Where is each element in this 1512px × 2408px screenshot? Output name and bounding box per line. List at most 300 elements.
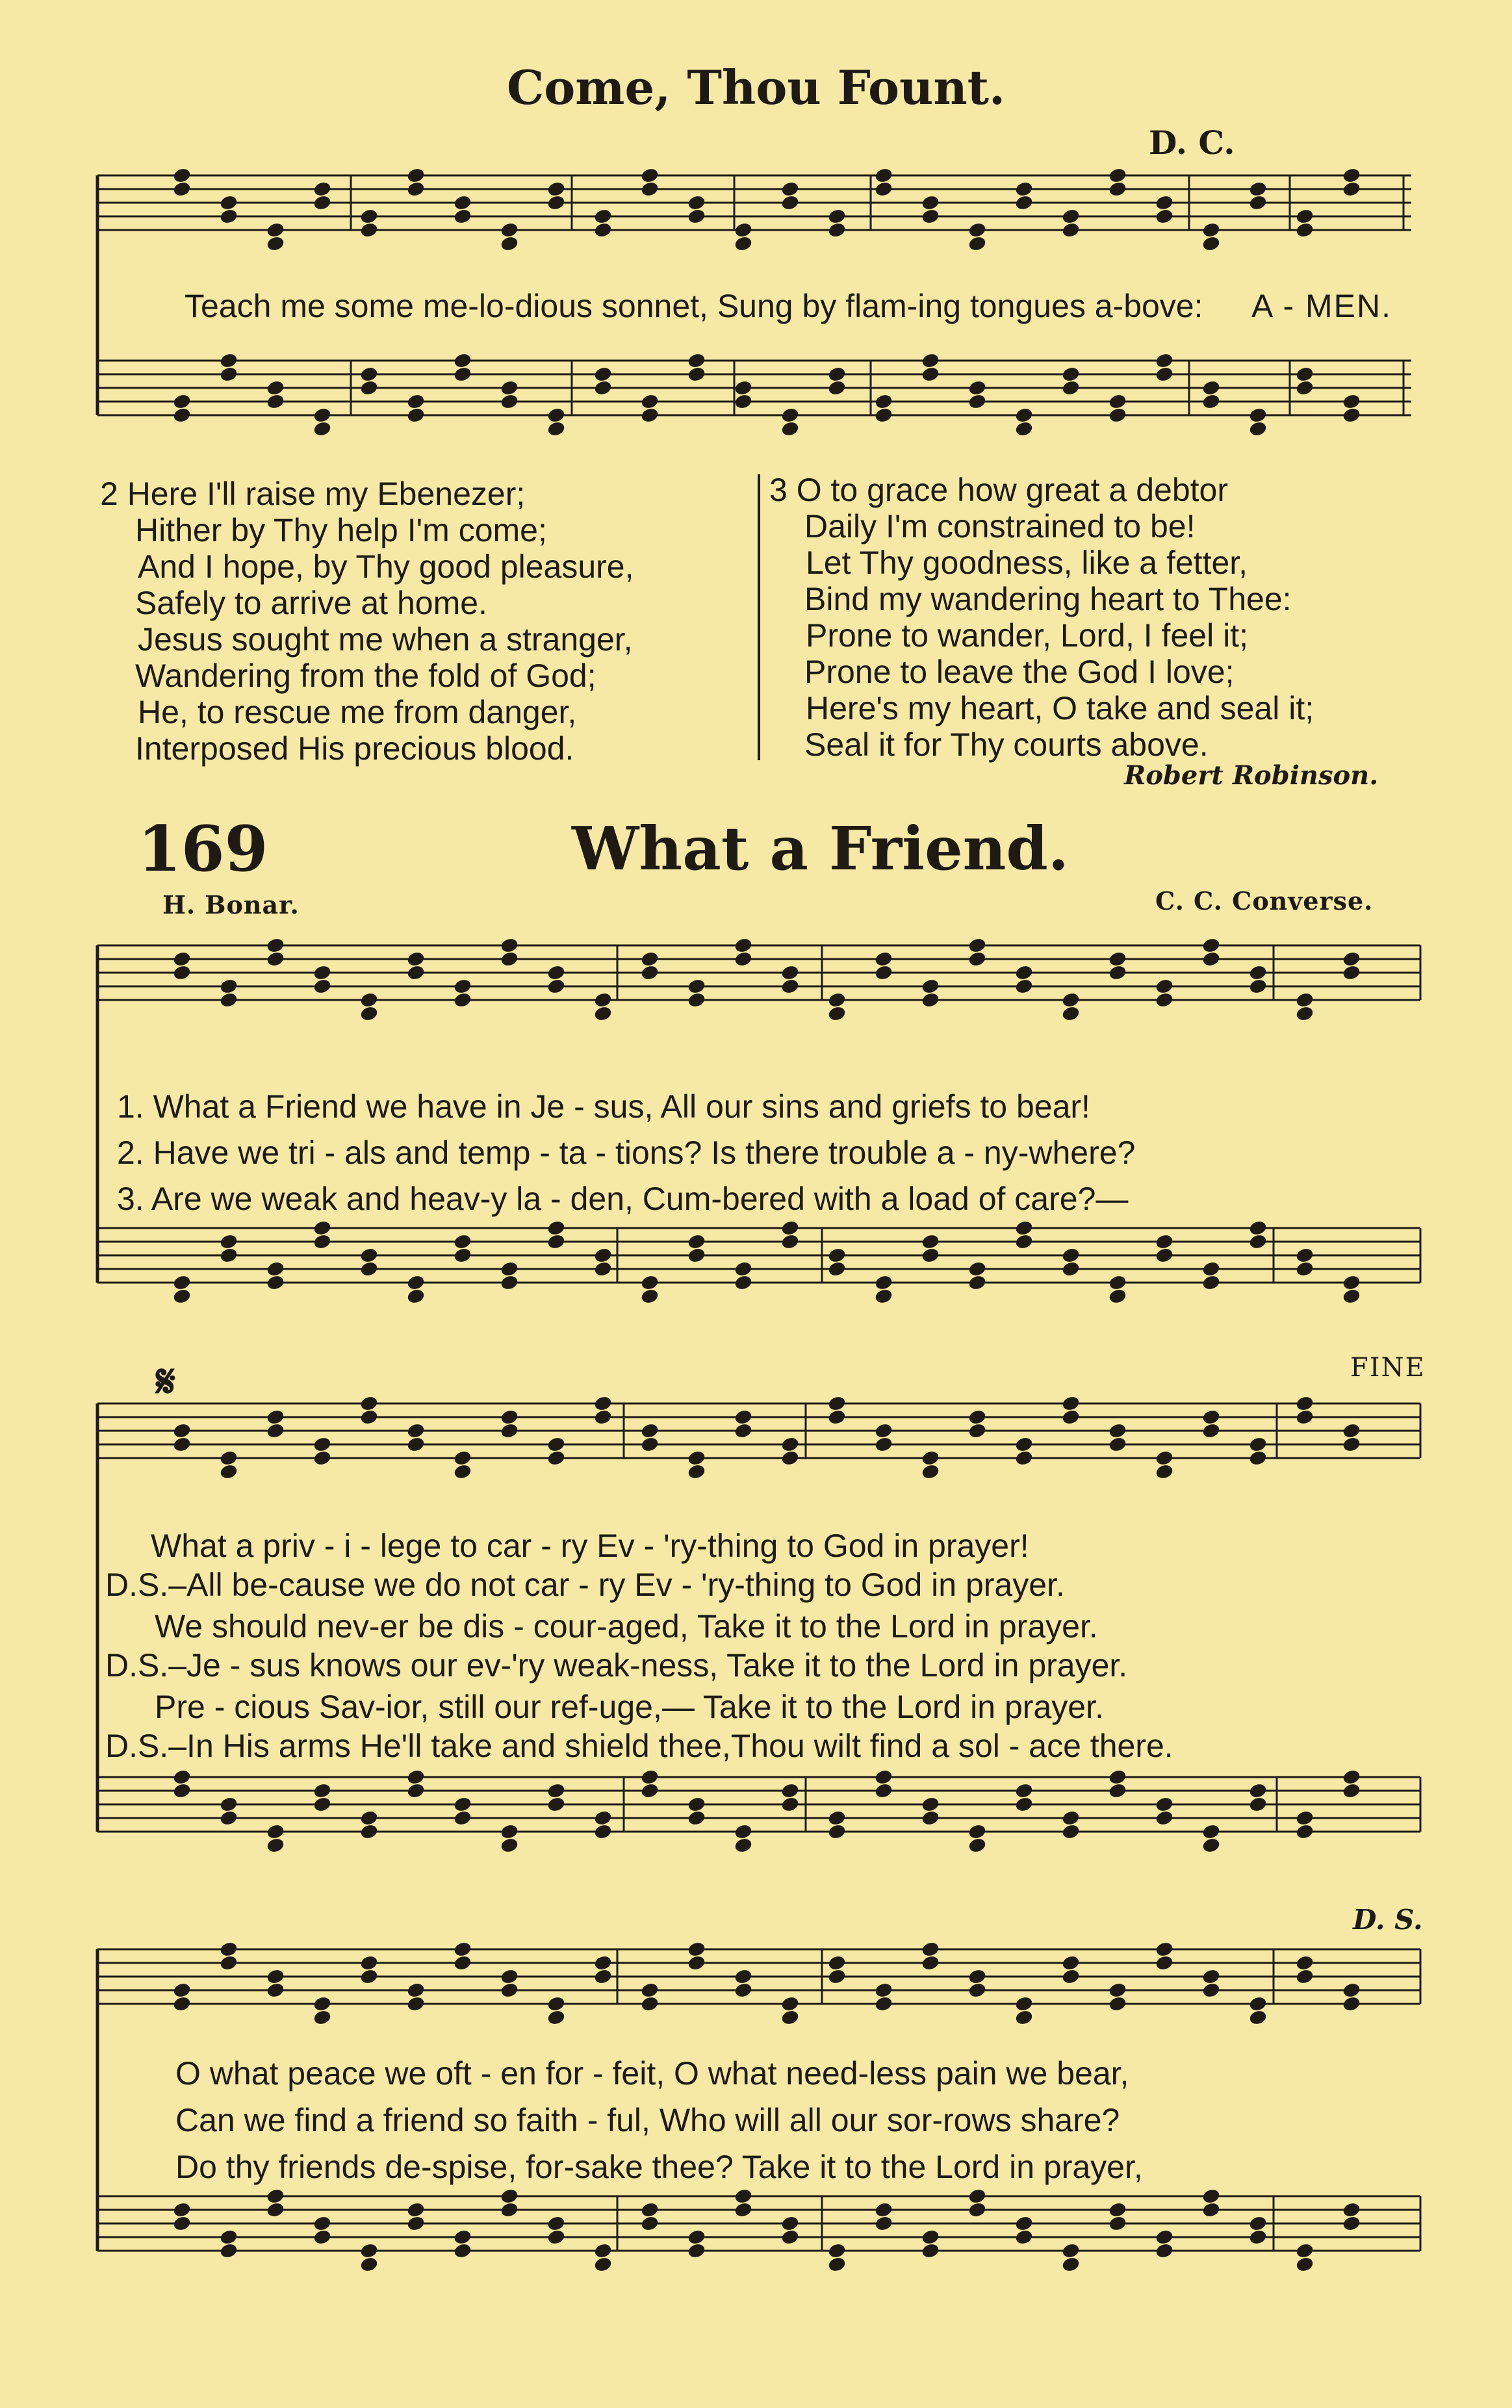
note-head — [1202, 1823, 1221, 1839]
note-head — [641, 2215, 660, 2231]
lyricist-credit: H. Bonar. — [162, 890, 300, 919]
system3-lyric-line: Do thy friends de-spise, for-sake thee? Take it to the Lord in prayer, — [175, 2149, 1143, 2185]
note-head — [1108, 1288, 1127, 1304]
note-head — [500, 393, 519, 409]
note-head — [968, 1982, 987, 1998]
note-head — [266, 1261, 285, 1277]
note-head — [1108, 1995, 1127, 2012]
note-head — [1342, 1274, 1361, 1290]
note-head — [500, 1982, 519, 1998]
note-head — [968, 235, 987, 251]
note-head — [266, 1409, 285, 1425]
note-head — [1296, 2242, 1314, 2259]
note-head — [1062, 208, 1081, 224]
note-head — [641, 1274, 660, 1290]
amen-label: A - MEN. — [1251, 288, 1392, 324]
note-head — [454, 1796, 472, 1812]
note-head — [313, 1995, 332, 2012]
note-head — [875, 1982, 893, 1998]
note-head — [921, 1954, 940, 1971]
note-head — [313, 964, 332, 980]
note-head — [1108, 1982, 1127, 1998]
note-head — [266, 1422, 285, 1439]
note-head — [547, 1995, 566, 2012]
note-head — [1108, 1274, 1127, 1290]
note-head — [1155, 978, 1174, 994]
note-head — [1015, 1782, 1034, 1799]
note-head — [1202, 393, 1221, 409]
note-head — [1249, 964, 1268, 980]
note-head — [641, 2201, 660, 2218]
note-head — [968, 1968, 987, 1984]
note-head — [781, 407, 800, 423]
note-head — [266, 2201, 285, 2218]
note-head — [313, 1782, 332, 1799]
verse-2-line: Interposed His precious blood. — [135, 730, 574, 767]
note-head — [500, 1409, 519, 1425]
note-head — [968, 1823, 987, 1839]
note-head — [173, 181, 192, 197]
note-head — [1155, 194, 1174, 211]
verse-2-line: 2 Here I'll raise my Ebenezer; — [100, 476, 526, 512]
system1-lyric-line: 3. Are we weak and heav-y la - den, Cum-bered with a load of care?— — [117, 1181, 1129, 1217]
note-head — [781, 420, 800, 437]
note-head — [1342, 1769, 1361, 1785]
note-head — [828, 208, 847, 224]
note-head — [1202, 1837, 1221, 1853]
note-head — [641, 1782, 660, 1799]
note-head — [220, 1233, 238, 1249]
note-head — [1249, 1436, 1268, 1452]
note-head — [1342, 1982, 1361, 1998]
note-head — [360, 2242, 379, 2259]
note-head — [687, 1463, 706, 1479]
note-head — [547, 1220, 566, 1236]
note-head — [1062, 992, 1081, 1008]
note-head — [968, 1422, 987, 1439]
note-head — [734, 2201, 753, 2218]
note-head — [266, 1274, 285, 1290]
note-head — [454, 1233, 472, 1249]
note-head — [547, 1436, 566, 1452]
note-head — [1062, 1005, 1081, 1021]
note-head — [1015, 407, 1034, 423]
note-head — [1202, 235, 1221, 251]
note-head — [781, 181, 800, 197]
note-head — [454, 1954, 472, 1971]
note-head — [875, 964, 893, 980]
note-head — [500, 951, 519, 967]
note-head — [1015, 1233, 1034, 1249]
note-head — [313, 407, 332, 423]
verse-3-line: Seal it for Thy courts above. — [804, 726, 1209, 763]
note-head — [1062, 1247, 1081, 1263]
note-head — [1249, 1995, 1268, 2012]
verse-3-line: Prone to leave the God I love; — [804, 654, 1235, 690]
note-head — [828, 1247, 847, 1263]
note-head — [1015, 1796, 1034, 1812]
note-head — [313, 1233, 332, 1249]
verse-3-line: Bind my wandering heart to Thee: — [804, 581, 1292, 617]
note-head — [407, 1274, 426, 1290]
note-head — [454, 1247, 472, 1263]
note-head — [968, 1837, 987, 1853]
note-head — [173, 1422, 192, 1439]
note-head — [875, 2215, 893, 2231]
note-head — [968, 393, 987, 409]
note-head — [173, 1782, 192, 1799]
note-head — [875, 1288, 893, 1304]
note-head — [266, 1968, 285, 1984]
note-head — [641, 1769, 660, 1785]
note-head — [1062, 1823, 1081, 1839]
note-head — [1202, 2188, 1221, 2204]
note-head — [828, 1261, 847, 1277]
note-head — [1108, 393, 1127, 409]
note-head — [1296, 1395, 1314, 1411]
note-head — [781, 1220, 800, 1236]
note-head — [875, 1995, 893, 2012]
note-head — [968, 2201, 987, 2218]
note-head — [266, 951, 285, 967]
note-head — [687, 1954, 706, 1971]
note-head — [266, 235, 285, 251]
note-head — [407, 2201, 426, 2218]
note-head — [1108, 2201, 1127, 2218]
system1-lyric-line: 2. Have we tri - als and temp - ta - tions? Is there trouble a - ny-where? — [117, 1134, 1136, 1171]
note-head — [1062, 2256, 1081, 2272]
note-head — [1249, 1220, 1268, 1236]
note-head — [1342, 2215, 1361, 2231]
note-head — [921, 1796, 940, 1812]
note-head — [875, 407, 893, 423]
note-head — [734, 393, 753, 409]
note-head — [734, 1261, 753, 1277]
note-head — [500, 1422, 519, 1439]
note-head — [1249, 2009, 1268, 2025]
note-head — [1062, 222, 1081, 238]
note-head — [687, 1247, 706, 1263]
note-head — [687, 1450, 706, 1466]
note-head — [173, 393, 192, 409]
note-head — [828, 1409, 847, 1425]
note-head — [313, 1796, 332, 1812]
note-head — [1015, 420, 1034, 437]
note-head — [875, 1782, 893, 1799]
note-head — [1249, 1233, 1268, 1249]
note-head — [313, 1436, 332, 1452]
note-head — [1342, 167, 1361, 183]
note-head — [1296, 1247, 1314, 1263]
note-head — [594, 1810, 613, 1826]
note-head — [360, 1395, 379, 1411]
verse-2-line: Safely to arrive at home. — [135, 585, 487, 621]
note-head — [313, 2009, 332, 2025]
note-head — [828, 2242, 847, 2259]
note-head — [1108, 181, 1127, 197]
verse-2-line: Jesus sought me when a stranger, — [138, 621, 633, 658]
note-head — [1249, 978, 1268, 994]
note-head — [1342, 393, 1361, 409]
note-head — [594, 992, 613, 1008]
note-head — [407, 1422, 426, 1439]
note-head — [500, 1261, 519, 1277]
note-head — [968, 379, 987, 396]
note-head — [641, 1436, 660, 1452]
note-head — [266, 1823, 285, 1839]
note-head — [1155, 1954, 1174, 1971]
note-head — [1062, 1968, 1081, 1984]
note-head — [1155, 2229, 1174, 2245]
note-head — [734, 1982, 753, 1998]
note-head — [313, 420, 332, 437]
verse-3-line: Let Thy goodness, like a fetter, — [806, 544, 1248, 581]
note-head — [1249, 407, 1268, 423]
note-head — [173, 1274, 192, 1290]
note-head — [1296, 1810, 1314, 1826]
note-head — [734, 951, 753, 967]
note-head — [1249, 420, 1268, 437]
system2-lyric-line: D.S.–All be-cause we do not car - ry Ev - 'ry-thing to God in prayer. — [105, 1567, 1065, 1603]
verse-3-line: Prone to wander, Lord, I feel it; — [806, 617, 1248, 654]
note-head — [1108, 167, 1127, 183]
note-head — [781, 2009, 800, 2025]
note-head — [594, 1247, 613, 1263]
note-head — [828, 1823, 847, 1839]
note-head — [220, 992, 238, 1008]
verse-3-line: Daily I'm constrained to be! — [804, 508, 1196, 544]
note-head — [781, 1995, 800, 2012]
note-head — [734, 1823, 753, 1839]
note-head — [547, 2009, 566, 2025]
note-head — [687, 2242, 706, 2259]
fine-mark: FINE — [1350, 1353, 1426, 1383]
note-head — [313, 194, 332, 211]
author-credit: Robert Robinson. — [1124, 760, 1379, 791]
note-head — [1202, 1968, 1221, 1984]
note-head — [734, 1837, 753, 1853]
note-head — [1155, 1450, 1174, 1466]
note-head — [1015, 2009, 1034, 2025]
note-head — [1062, 366, 1081, 382]
system3-lyric-line: O what peace we oft - en for - feit, O what need-less pain we bear, — [175, 2055, 1129, 2092]
ds-mark: D. S. — [1353, 1904, 1423, 1936]
note-head — [547, 1782, 566, 1799]
note-head — [173, 2215, 192, 2231]
note-head — [641, 393, 660, 409]
system2-lyric-line: We should nev-er be dis - cour-aged, Take it to the Lord in prayer. — [155, 1608, 1098, 1645]
system2-lyric-line: D.S.–Je - sus knows our ev-'ry weak-ness, Take it to the Lord in prayer. — [105, 1647, 1128, 1684]
note-head — [1342, 1782, 1361, 1799]
note-head — [1202, 1409, 1221, 1425]
system3-lyric-line: Can we find a friend so faith - ful, Who will all our sor-rows share? — [175, 2102, 1120, 2138]
note-head — [220, 978, 238, 994]
segno-icon: 𝄋 — [156, 1354, 176, 1408]
note-head — [687, 1810, 706, 1826]
note-head — [875, 181, 893, 197]
top-lyric-line: Teach me some me-lo-dious sonnet, Sung by flam-ing tongues a-bove: — [185, 288, 1203, 324]
note-head — [641, 167, 660, 183]
note-head — [500, 2201, 519, 2218]
note-head — [454, 2242, 472, 2259]
hymn-title-what-a-friend: What a Friend. — [572, 813, 1069, 884]
note-head — [173, 1982, 192, 1998]
note-head — [360, 1005, 379, 1021]
hymn-number: 169 — [138, 812, 268, 886]
note-head — [454, 1450, 472, 1466]
note-head — [1249, 1796, 1268, 1812]
note-head — [1108, 407, 1127, 423]
note-head — [547, 420, 566, 437]
note-head — [173, 1769, 192, 1785]
note-head — [1015, 1450, 1034, 1466]
verse-2-line: And I hope, by Thy good pleasure, — [138, 548, 634, 585]
note-head — [266, 393, 285, 409]
note-head — [220, 2229, 238, 2245]
note-head — [1296, 379, 1314, 396]
note-head — [1062, 1954, 1081, 1971]
note-head — [220, 2242, 238, 2259]
note-head — [500, 379, 519, 396]
note-head — [921, 1247, 940, 1263]
note-head — [220, 194, 238, 211]
note-head — [313, 2215, 332, 2231]
note-head — [828, 1954, 847, 1971]
verse-2-line: Hither by Thy help I'm come; — [135, 512, 547, 548]
note-head — [1062, 2242, 1081, 2259]
note-head — [407, 1782, 426, 1799]
note-head — [1015, 964, 1034, 980]
note-head — [407, 1288, 426, 1304]
note-head — [641, 181, 660, 197]
note-head — [734, 2188, 753, 2204]
note-head — [594, 379, 613, 396]
note-head — [1062, 1395, 1081, 1411]
note-head — [407, 951, 426, 967]
note-head — [1296, 208, 1314, 224]
note-head — [687, 366, 706, 382]
note-head — [781, 1782, 800, 1799]
note-head — [1202, 1274, 1221, 1290]
note-head — [875, 1769, 893, 1785]
note-head — [173, 1995, 192, 2012]
note-head — [360, 1968, 379, 1984]
note-head — [641, 1288, 660, 1304]
note-head — [594, 1823, 613, 1839]
note-head — [1108, 1769, 1127, 1785]
note-head — [921, 978, 940, 994]
note-head — [1155, 1796, 1174, 1812]
note-head — [968, 951, 987, 967]
composer-credit: C. C. Converse. — [1155, 886, 1374, 916]
note-head — [594, 2256, 613, 2272]
note-head — [1296, 1005, 1314, 1021]
note-head — [547, 181, 566, 197]
note-head — [1108, 1436, 1127, 1452]
note-head — [687, 1233, 706, 1249]
note-head — [921, 1233, 940, 1249]
note-head — [1015, 1220, 1034, 1236]
note-head — [1108, 1782, 1127, 1799]
note-head — [968, 1274, 987, 1290]
note-head — [407, 393, 426, 409]
note-head — [266, 2188, 285, 2204]
note-head — [921, 1810, 940, 1826]
note-head — [594, 1954, 613, 1971]
note-head — [1155, 992, 1174, 1008]
note-head — [781, 964, 800, 980]
note-head — [547, 407, 566, 423]
note-head — [547, 1796, 566, 1812]
note-head — [875, 1436, 893, 1452]
note-head — [781, 194, 800, 211]
note-head — [500, 235, 519, 251]
note-head — [1202, 951, 1221, 967]
note-head — [266, 1837, 285, 1853]
note-head — [360, 222, 379, 238]
note-head — [1249, 2215, 1268, 2231]
note-head — [500, 937, 519, 953]
note-head — [407, 1995, 426, 2012]
note-head — [1342, 1422, 1361, 1439]
note-head — [500, 1823, 519, 1839]
note-head — [220, 1954, 238, 1971]
note-head — [500, 1837, 519, 1853]
note-head — [594, 1395, 613, 1411]
note-head — [875, 951, 893, 967]
dc-mark: D. C. — [1149, 123, 1235, 162]
note-head — [921, 1941, 940, 1957]
note-head — [1015, 2229, 1034, 2245]
note-head — [500, 1968, 519, 1984]
note-head — [1342, 964, 1361, 980]
note-head — [875, 1274, 893, 1290]
note-head — [1155, 366, 1174, 382]
note-head — [1155, 352, 1174, 368]
note-head — [641, 1995, 660, 2012]
note-head — [594, 1409, 613, 1425]
note-head — [594, 1968, 613, 1984]
note-head — [360, 366, 379, 382]
note-head — [1342, 1436, 1361, 1452]
note-head — [921, 2242, 940, 2259]
note-head — [360, 2256, 379, 2272]
note-head — [1202, 1982, 1221, 1998]
note-head — [1342, 1995, 1361, 2012]
note-head — [454, 2229, 472, 2245]
note-head — [921, 2229, 940, 2245]
note-head — [687, 1796, 706, 1812]
verse-3-line: Here's my heart, O take and seal it; — [806, 690, 1314, 726]
note-head — [968, 222, 987, 238]
note-head — [266, 1982, 285, 1998]
note-head — [313, 2229, 332, 2245]
note-head — [313, 1450, 332, 1466]
note-head — [687, 978, 706, 994]
verse-2 — [100, 476, 634, 767]
note-head — [1015, 1995, 1034, 2012]
system2-lyric-line: D.S.–In His arms He'll take and shield thee,Thou wilt find a sol - ace there. — [105, 1728, 1173, 1764]
note-head — [360, 1261, 379, 1277]
note-head — [1296, 366, 1314, 382]
note-head — [921, 194, 940, 211]
note-head — [734, 235, 753, 251]
note-head — [407, 407, 426, 423]
note-head — [407, 1436, 426, 1452]
note-head — [1249, 194, 1268, 211]
note-head — [220, 352, 238, 368]
note-head — [407, 167, 426, 183]
